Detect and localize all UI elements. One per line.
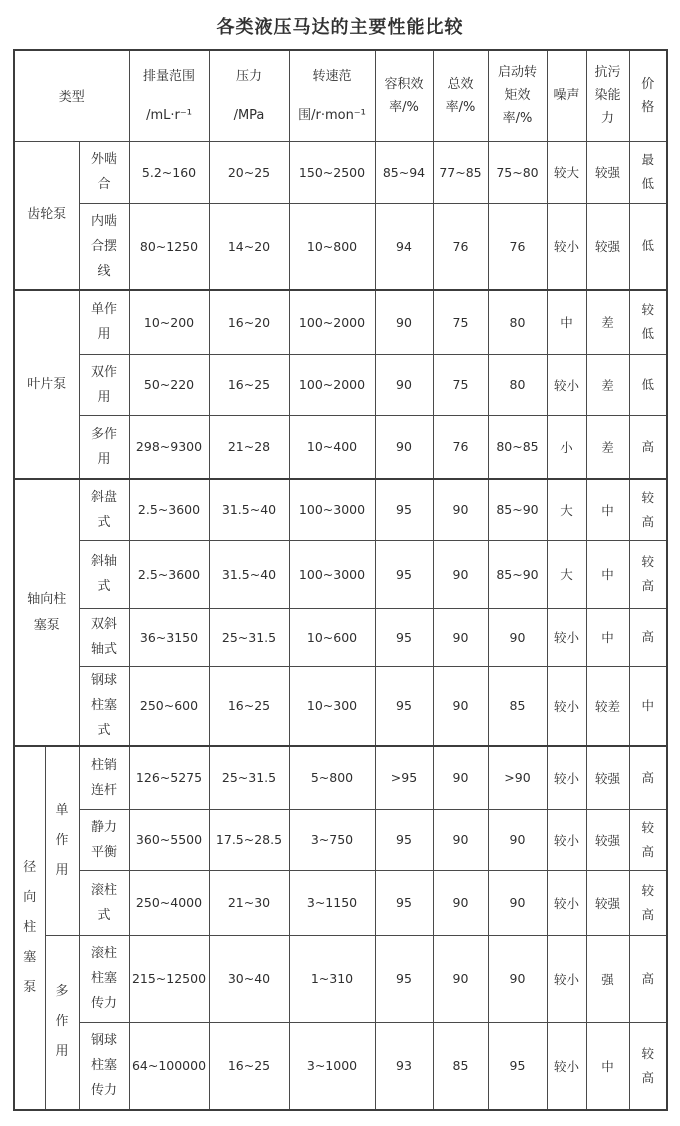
value-cell: >90 — [488, 746, 547, 809]
value-cell: 差 — [586, 354, 629, 415]
table-row — [14, 479, 667, 540]
value-cell: 80~85 — [488, 415, 547, 479]
value-cell: 95 — [375, 479, 433, 540]
header-price: 价 格 — [629, 50, 667, 141]
value-cell: 差 — [586, 415, 629, 479]
header-noise: 噪声 — [547, 50, 586, 141]
group-cell-gear-pump: 齿轮泵 — [14, 141, 79, 290]
value-cell: 90 — [433, 666, 488, 746]
header-total-efficiency: 总效 率/% — [433, 50, 488, 141]
value-cell: 较小 — [547, 608, 586, 666]
header-starting-torque-efficiency: 启动转 矩效 率/% — [488, 50, 547, 141]
value-cell: 90 — [488, 935, 547, 1022]
value-cell-price: 高 — [629, 608, 667, 666]
value-cell: 90 — [433, 870, 488, 935]
value-cell: 10~600 — [289, 608, 375, 666]
value-cell: 较大 — [547, 141, 586, 203]
value-cell: 80 — [488, 290, 547, 354]
value-cell: 76 — [488, 203, 547, 290]
table-row — [14, 141, 667, 203]
value-cell: 150~2500 — [289, 141, 375, 203]
value-cell: 85~94 — [375, 141, 433, 203]
subgroup-cell-single-action: 单作用 — [45, 746, 79, 935]
value-cell: 10~800 — [289, 203, 375, 290]
subtype-cell: 柱销连杆 — [79, 746, 129, 809]
value-cell: 50~220 — [129, 354, 209, 415]
value-cell-price: 较低 — [629, 290, 667, 354]
value-cell: 大 — [547, 479, 586, 540]
value-cell: 较小 — [547, 203, 586, 290]
value-cell: 64~100000 — [129, 1022, 209, 1110]
value-cell-price: 最低 — [629, 141, 667, 203]
table-row — [14, 809, 667, 870]
value-cell: 21~30 — [209, 870, 289, 935]
value-cell: 75 — [433, 354, 488, 415]
header-row — [14, 50, 667, 141]
value-cell: 较小 — [547, 1022, 586, 1110]
value-cell: 95 — [375, 870, 433, 935]
value-cell: 100~3000 — [289, 540, 375, 608]
value-cell: 中 — [586, 608, 629, 666]
value-cell-price: 高 — [629, 415, 667, 479]
value-cell: 16~25 — [209, 666, 289, 746]
value-cell: 90 — [488, 870, 547, 935]
value-cell: 95 — [375, 809, 433, 870]
value-cell: 90 — [375, 290, 433, 354]
value-cell: 90 — [488, 608, 547, 666]
value-cell: 2.5~3600 — [129, 540, 209, 608]
subtype-cell: 静力平衡 — [79, 809, 129, 870]
value-cell: 中 — [547, 290, 586, 354]
value-cell: 85 — [433, 1022, 488, 1110]
value-cell: 2.5~3600 — [129, 479, 209, 540]
value-cell: 10~300 — [289, 666, 375, 746]
value-cell: 95 — [375, 666, 433, 746]
subtype-cell: 滚柱柱塞传力 — [79, 935, 129, 1022]
table-row — [14, 666, 667, 746]
table-row — [14, 1022, 667, 1110]
value-cell-price: 较高 — [629, 479, 667, 540]
value-cell: 较小 — [547, 354, 586, 415]
value-cell: 较强 — [586, 809, 629, 870]
value-cell: 10~200 — [129, 290, 209, 354]
value-cell: 100~2000 — [289, 290, 375, 354]
subgroup-cell-multi-action: 多作用 — [45, 935, 79, 1110]
value-cell: 31.5~40 — [209, 540, 289, 608]
value-cell: 1~310 — [289, 935, 375, 1022]
value-cell: 90 — [433, 809, 488, 870]
value-cell: 75 — [433, 290, 488, 354]
value-cell: 较强 — [586, 203, 629, 290]
table-row — [14, 870, 667, 935]
subtype-cell: 钢球柱塞式 — [79, 666, 129, 746]
value-cell: 80~1250 — [129, 203, 209, 290]
table-row — [14, 608, 667, 666]
value-cell-price: 较高 — [629, 809, 667, 870]
value-cell: 100~2000 — [289, 354, 375, 415]
value-cell: 16~25 — [209, 354, 289, 415]
value-cell: 较小 — [547, 870, 586, 935]
header-type: 类型 — [14, 50, 129, 141]
value-cell: 5~800 — [289, 746, 375, 809]
value-cell: 215~12500 — [129, 935, 209, 1022]
value-cell: 85 — [488, 666, 547, 746]
value-cell-price: 较高 — [629, 870, 667, 935]
value-cell: 差 — [586, 290, 629, 354]
value-cell: 90 — [433, 935, 488, 1022]
value-cell: 298~9300 — [129, 415, 209, 479]
value-cell: 85~90 — [488, 540, 547, 608]
value-cell: 14~20 — [209, 203, 289, 290]
value-cell: 95 — [375, 540, 433, 608]
value-cell: 95 — [488, 1022, 547, 1110]
value-cell: 16~25 — [209, 1022, 289, 1110]
table-row — [14, 290, 667, 354]
subtype-cell: 斜轴式 — [79, 540, 129, 608]
value-cell: 90 — [488, 809, 547, 870]
subtype-cell: 钢球柱塞传力 — [79, 1022, 129, 1110]
value-cell: 较强 — [586, 141, 629, 203]
value-cell: 90 — [433, 540, 488, 608]
subtype-cell: 多作用 — [79, 415, 129, 479]
value-cell: 强 — [586, 935, 629, 1022]
table-row — [14, 415, 667, 479]
performance-table — [13, 49, 668, 1111]
value-cell: 5.2~160 — [129, 141, 209, 203]
table-row — [14, 354, 667, 415]
subtype-cell: 外啮合 — [79, 141, 129, 203]
value-cell: 30~40 — [209, 935, 289, 1022]
header-speed-range: 转速范 围/r·mon⁻¹ — [289, 50, 375, 141]
value-cell: 90 — [375, 354, 433, 415]
value-cell: 较强 — [586, 746, 629, 809]
value-cell: 较小 — [547, 746, 586, 809]
value-cell: 3~750 — [289, 809, 375, 870]
subtype-cell: 双斜轴式 — [79, 608, 129, 666]
value-cell: 95 — [375, 935, 433, 1022]
value-cell: 20~25 — [209, 141, 289, 203]
value-cell-price: 较高 — [629, 1022, 667, 1110]
subtype-cell: 双作用 — [79, 354, 129, 415]
value-cell-price: 中 — [629, 666, 667, 746]
value-cell: 25~31.5 — [209, 608, 289, 666]
value-cell: 较小 — [547, 935, 586, 1022]
value-cell: 90 — [433, 746, 488, 809]
page-title: 各类液压马达的主要性能比较 — [216, 17, 464, 38]
value-cell: 3~1000 — [289, 1022, 375, 1110]
value-cell: 25~31.5 — [209, 746, 289, 809]
subtype-cell: 内啮合摆线 — [79, 203, 129, 290]
header-pressure: 压力 /MPa — [209, 50, 289, 141]
value-cell-price: 低 — [629, 354, 667, 415]
value-cell: 75~80 — [488, 141, 547, 203]
value-cell: 77~85 — [433, 141, 488, 203]
value-cell: 85~90 — [488, 479, 547, 540]
subtype-cell: 滚柱式 — [79, 870, 129, 935]
group-cell-radial-piston-pump: 径向柱塞泵 — [14, 746, 45, 1110]
value-cell: 17.5~28.5 — [209, 809, 289, 870]
value-cell: 36~3150 — [129, 608, 209, 666]
value-cell: 90 — [433, 608, 488, 666]
group-cell-axial-piston-pump: 轴向柱塞泵 — [14, 479, 79, 746]
value-cell: 较小 — [547, 809, 586, 870]
value-cell: 95 — [375, 608, 433, 666]
value-cell: 10~400 — [289, 415, 375, 479]
value-cell: 大 — [547, 540, 586, 608]
value-cell: >95 — [375, 746, 433, 809]
subtype-cell: 单作用 — [79, 290, 129, 354]
value-cell: 中 — [586, 1022, 629, 1110]
table-row — [14, 746, 667, 809]
value-cell: 小 — [547, 415, 586, 479]
value-cell: 较小 — [547, 666, 586, 746]
value-cell-price: 高 — [629, 746, 667, 809]
value-cell: 76 — [433, 415, 488, 479]
value-cell: 94 — [375, 203, 433, 290]
header-volumetric-efficiency: 容积效 率/% — [375, 50, 433, 141]
value-cell: 31.5~40 — [209, 479, 289, 540]
value-cell: 93 — [375, 1022, 433, 1110]
table-row — [14, 203, 667, 290]
value-cell-price: 较高 — [629, 540, 667, 608]
value-cell: 3~1150 — [289, 870, 375, 935]
value-cell: 16~20 — [209, 290, 289, 354]
value-cell: 250~4000 — [129, 870, 209, 935]
value-cell: 126~5275 — [129, 746, 209, 809]
table-row — [14, 935, 667, 1022]
header-displacement: 排量范围 /mL·r⁻¹ — [129, 50, 209, 141]
value-cell: 90 — [433, 479, 488, 540]
value-cell: 较强 — [586, 870, 629, 935]
value-cell-price: 高 — [629, 935, 667, 1022]
table-row — [14, 540, 667, 608]
value-cell: 100~3000 — [289, 479, 375, 540]
header-contamination-resistance: 抗污 染能 力 — [586, 50, 629, 141]
value-cell: 250~600 — [129, 666, 209, 746]
value-cell: 中 — [586, 540, 629, 608]
value-cell: 中 — [586, 479, 629, 540]
value-cell: 21~28 — [209, 415, 289, 479]
value-cell: 360~5500 — [129, 809, 209, 870]
value-cell: 90 — [375, 415, 433, 479]
value-cell-price: 低 — [629, 203, 667, 290]
value-cell: 较差 — [586, 666, 629, 746]
group-cell-vane-pump: 叶片泵 — [14, 290, 79, 479]
value-cell: 76 — [433, 203, 488, 290]
value-cell: 80 — [488, 354, 547, 415]
subtype-cell: 斜盘式 — [79, 479, 129, 540]
